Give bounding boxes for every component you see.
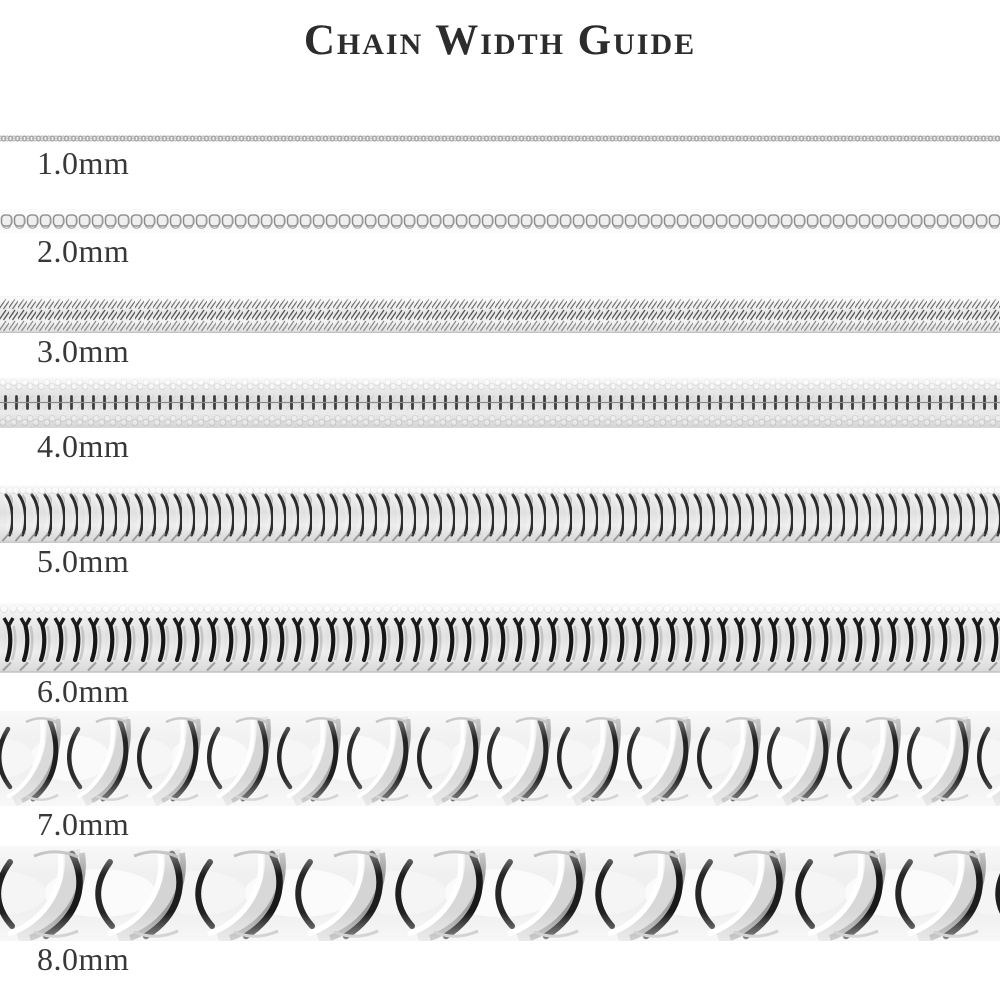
chain-photo-5mm (0, 485, 1000, 543)
chain-photo-1mm (0, 132, 1000, 145)
chain-width-label: 6.0mm (37, 673, 130, 709)
chain-row-7mm (0, 711, 1000, 842)
chain-width-label: 8.0mm (37, 941, 130, 977)
chain-photo-8mm (0, 846, 1000, 941)
chain-row-4mm (0, 377, 1000, 464)
chain-photo-7mm (0, 711, 1000, 806)
chain-photo-4mm (0, 377, 1000, 428)
chain-width-label: 2.0mm (37, 233, 130, 269)
chain-width-label: 4.0mm (37, 428, 130, 464)
chain-row-2mm (0, 209, 1000, 269)
chain-row-6mm (0, 603, 1000, 709)
chain-photo-6mm (0, 603, 1000, 673)
chain-row-8mm (0, 846, 1000, 977)
chain-row-5mm (0, 485, 1000, 579)
chain-width-label: 5.0mm (37, 543, 130, 579)
chain-photo-2mm (0, 209, 1000, 233)
chain-width-label: 1.0mm (37, 145, 130, 181)
page-title: Chain Width Guide (303, 17, 697, 64)
chain-row-3mm (0, 296, 1000, 369)
chain-row-1mm (0, 132, 1000, 181)
chain-width-label: 7.0mm (37, 806, 130, 842)
chain-photo-3mm (0, 296, 1000, 333)
chain-width-label: 3.0mm (37, 333, 130, 369)
